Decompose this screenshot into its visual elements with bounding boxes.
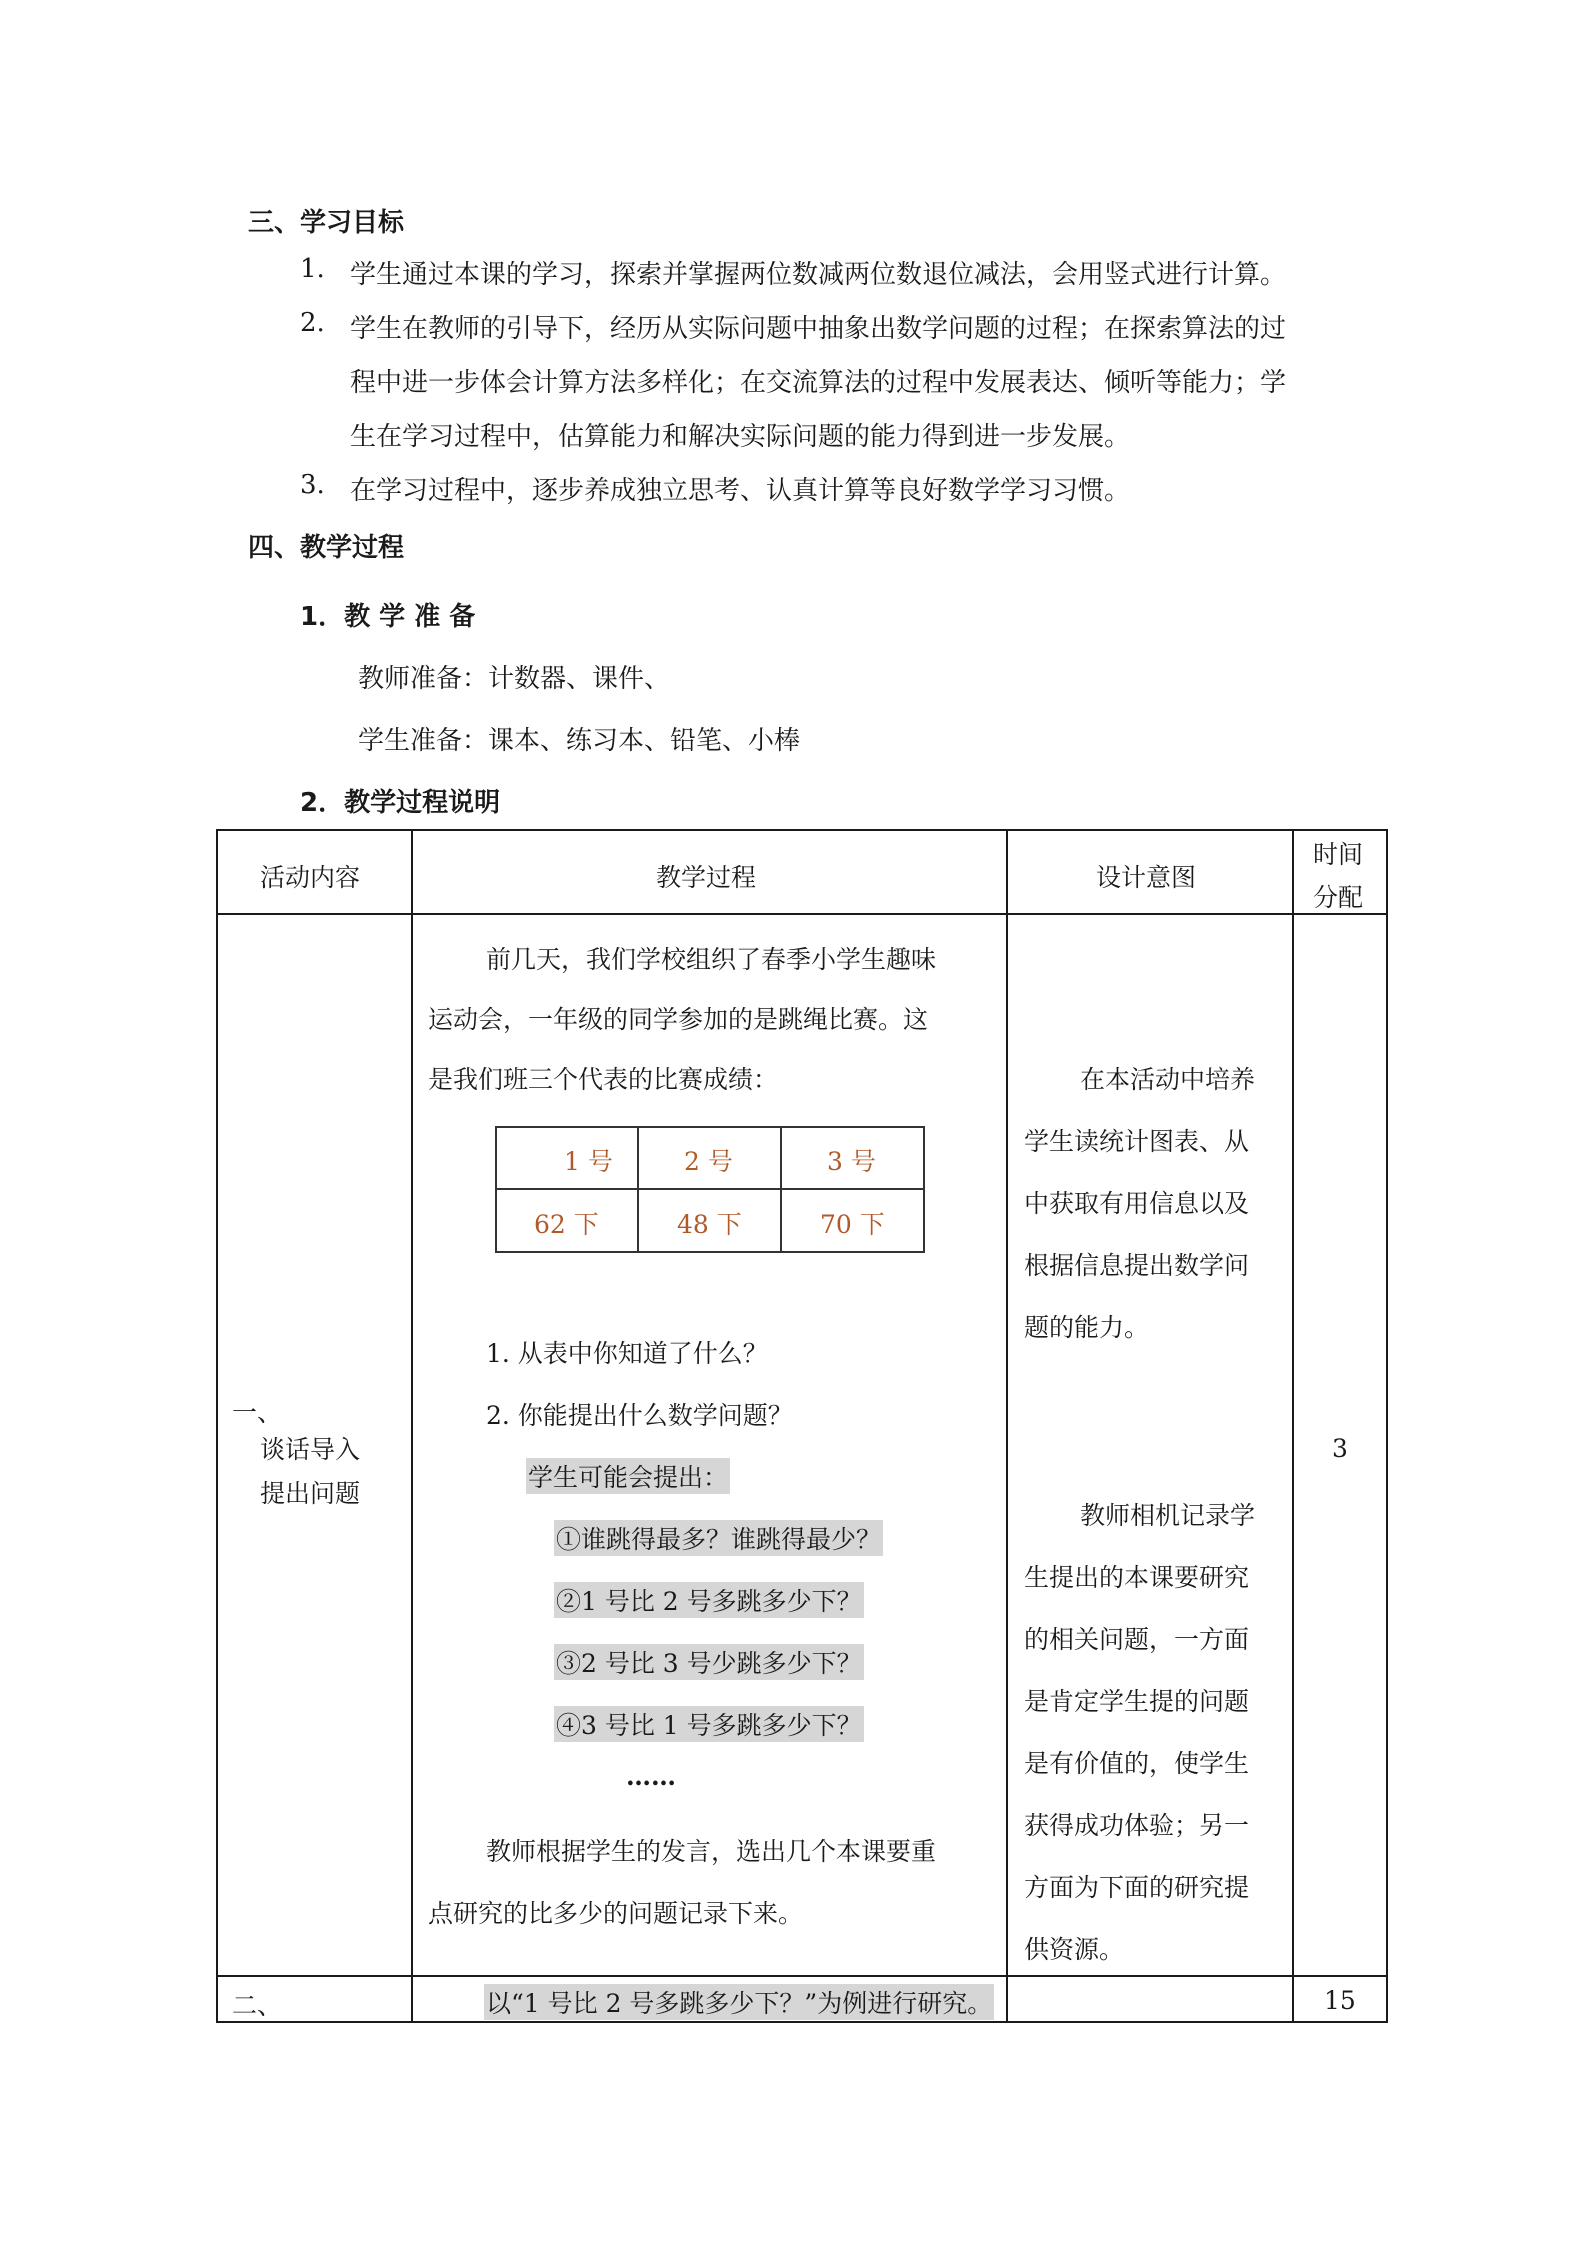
intent-b-line5: 是有价值的，使学生: [1024, 1749, 1250, 1778]
candidate-question-2: ②1 号比 2 号多跳多少下？: [554, 1582, 864, 1618]
candidate-question-4: ④3 号比 1 号多跳多少下？: [554, 1706, 864, 1742]
row1-time: 3: [1332, 1434, 1348, 1463]
score-table-div1: [637, 1126, 639, 1253]
table-row-divider: [216, 1975, 1388, 1977]
intro-line2: 运动会，一年级的同学参加的是跳绳比赛。这: [428, 1005, 929, 1034]
score-header-3: 3 号: [827, 1147, 876, 1176]
intent-a-line5: 题的能力。: [1024, 1313, 1150, 1342]
table-bottom-border: [216, 2021, 1388, 2023]
closing-line1: 教师根据学生的发言，选出几个本课要重: [486, 1837, 937, 1866]
intent-a-line4: 根据信息提出数学问: [1024, 1251, 1250, 1280]
table-left-border: [216, 829, 218, 2023]
row1-activity-number: 一、: [232, 1398, 283, 1427]
header-time-line1: 时间: [1313, 840, 1364, 869]
score-value-3: 70 下: [820, 1210, 885, 1239]
score-table-bottom: [495, 1251, 925, 1253]
score-value-1: 62 下: [534, 1210, 599, 1239]
intent-a-line2: 学生读统计图表、从: [1024, 1127, 1250, 1156]
header-activity: 活动内容: [260, 863, 361, 892]
intent-b-line4: 是肯定学生提的问题: [1024, 1687, 1250, 1716]
goal-3-text: 在学习过程中，逐步养成独立思考、认真计算等良好数学学习习惯。: [350, 476, 1131, 506]
candidate-question-1: ①谁跳得最多？谁跳得最少？: [554, 1520, 883, 1556]
table-header-divider: [216, 913, 1388, 915]
section3-heading: 三、学习目标: [248, 208, 405, 238]
score-value-2: 48 下: [677, 1210, 742, 1239]
goal-2-number: 2.: [300, 308, 325, 338]
score-header-1: 1 号: [564, 1147, 613, 1176]
header-process: 教学过程: [656, 863, 757, 892]
intent-b-line2: 生提出的本课要研究: [1024, 1563, 1250, 1592]
score-table-left: [495, 1126, 497, 1253]
table-col-divider-1: [411, 829, 413, 2023]
process-heading: 2．教学过程说明: [300, 788, 501, 818]
student-may-ask: 学生可能会提出：: [526, 1458, 730, 1494]
intro-line1: 前几天，我们学校组织了春季小学生趣味: [486, 945, 937, 974]
row2-activity: 二、: [232, 1991, 283, 2020]
intent-a-line3: 中获取有用信息以及: [1024, 1189, 1250, 1218]
table-top-border: [216, 829, 1388, 831]
row2-process: 以“1 号比 2 号多跳多少下？”为例进行研究。: [484, 1984, 994, 2020]
student-prep: 学生准备：课本、练习本、铅笔、小棒: [358, 726, 801, 756]
goal-2-text-line1: 学生在教师的引导下，经历从实际问题中抽象出数学问题的过程；在探索算法的过: [350, 314, 1287, 344]
goal-3-number: 3.: [300, 470, 325, 500]
score-table-middle: [495, 1188, 925, 1190]
score-table-right: [923, 1126, 925, 1253]
intent-b-line1: 教师相机记录学: [1080, 1501, 1256, 1530]
goal-2-text-line3: 生在学习过程中，估算能力和解决实际问题的能力得到进一步发展。: [350, 422, 1131, 452]
row1-activity-line2: 提出问题: [260, 1479, 361, 1508]
intro-line3: 是我们班三个代表的比赛成绩：: [428, 1065, 779, 1094]
score-table-top: [495, 1126, 925, 1128]
table-col-divider-2: [1006, 829, 1008, 2023]
candidate-question-3: ③2 号比 3 号少跳多少下？: [554, 1644, 864, 1680]
header-intent: 设计意图: [1096, 863, 1197, 892]
teacher-prep: 教师准备：计数器、课件、: [358, 664, 671, 694]
goal-1-text: 学生通过本课的学习，探索并掌握两位数减两位数退位减法，会用竖式进行计算。: [350, 260, 1287, 290]
intent-b-line7: 方面为下面的研究提: [1024, 1873, 1250, 1902]
closing-line2: 点研究的比多少的问题记录下来。: [428, 1899, 804, 1928]
prep-heading: 1．教 学 准 备: [300, 602, 476, 632]
table-right-border: [1386, 829, 1388, 2023]
question-2: 2. 你能提出什么数学问题？: [486, 1401, 793, 1430]
intent-b-line3: 的相关问题，一方面: [1024, 1625, 1250, 1654]
goal-1-number: 1.: [300, 254, 325, 284]
goal-2-text-line2: 程中进一步体会计算方法多样化；在交流算法的过程中发展表达、倾听等能力；学: [350, 368, 1287, 398]
row2-time: 15: [1324, 1986, 1356, 2015]
row1-activity-line1: 谈话导入: [260, 1435, 361, 1464]
question-1: 1. 从表中你知道了什么？: [486, 1339, 768, 1368]
ellipsis: ……: [626, 1762, 676, 1791]
intent-a-line1: 在本活动中培养: [1080, 1065, 1256, 1094]
intent-b-line6: 获得成功体验；另一: [1024, 1811, 1250, 1840]
intent-b-line8: 供资源。: [1024, 1935, 1125, 1964]
header-time-line2: 分配: [1313, 883, 1364, 912]
section4-heading: 四、教学过程: [248, 533, 405, 563]
table-col-divider-3: [1292, 829, 1294, 2023]
score-header-2: 2 号: [684, 1147, 733, 1176]
score-table-div2: [780, 1126, 782, 1253]
